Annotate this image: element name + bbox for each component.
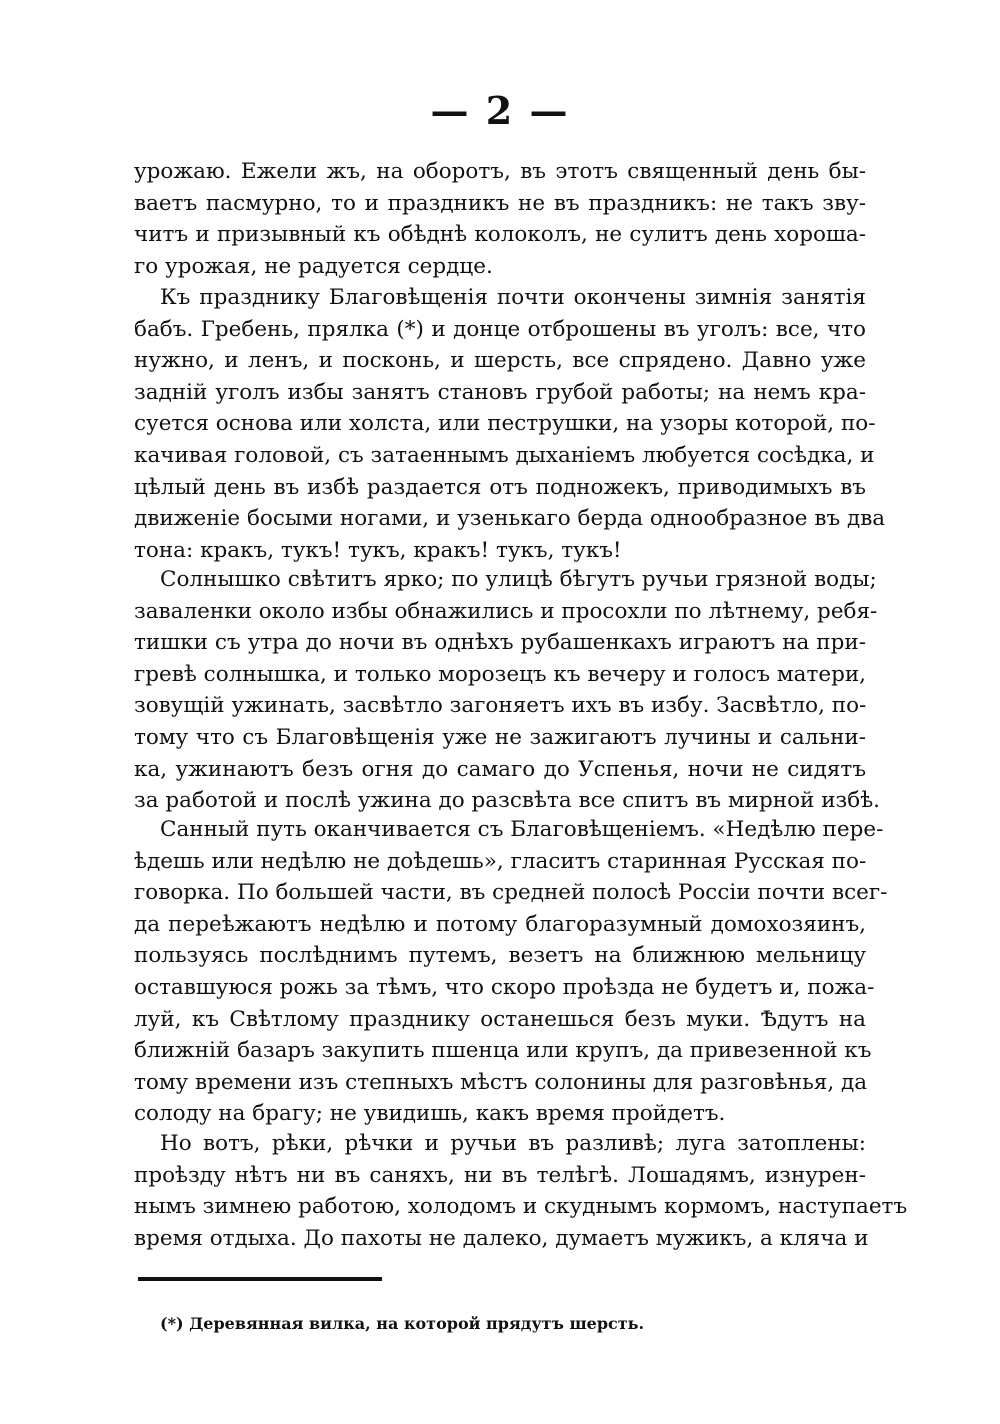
text-line: нужно, и ленъ, и посконь, и шерсть, все спрядено. Давно уже (134, 348, 866, 374)
footnote-divider (138, 1277, 382, 1281)
text-line: ка, ужинаютъ безъ огня до самаго до Успенья, ночи не сидятъ (134, 756, 866, 782)
text-line: нымъ зимнею работою, холодомъ и скуднымъ кормомъ, наступаетъ (134, 1194, 908, 1220)
paragraph-2 (134, 282, 886, 566)
text-line: задній уголъ избы занятъ становъ грубой работы; на немъ кра- (134, 379, 866, 405)
text-line: говорка. По большей части, въ средней полосѣ Россіи почти всег- (134, 880, 888, 906)
text-line: тому что съ Благовѣщенія уже не зажигаютъ лучины и сальни- (134, 724, 866, 750)
text-line: ѣдешь или недѣлю не доѣдешь», гласитъ старинная Русская по- (134, 848, 867, 874)
paragraph-3 (134, 564, 880, 817)
text-line: Къ празднику Благовѣщенія почти окончены зимнія занятія (160, 285, 866, 310)
text-line: тому времени изъ степныхъ мѣстъ солонины для разговѣнья, да (134, 1069, 868, 1095)
text-line: проѣзду нѣтъ ни въ саняхъ, ни въ телѣгѣ. Лошадямъ, изнурен- (134, 1162, 866, 1188)
text-line: пользуясь послѣднимъ путемъ, везетъ на ближнюю мельницу (134, 943, 866, 969)
paragraph-5 (134, 1128, 908, 1254)
text-line: го урожая, не радуется сердце. (134, 253, 493, 279)
paragraph-1 (134, 156, 866, 282)
page-number: — 2 — (430, 88, 570, 133)
text-line: бабъ. Гребень, прялка (*) и донце отброшены въ уголъ: все, что (134, 316, 866, 342)
text-line: читъ и призывный къ обѣднѣ колоколъ, не сулитъ день хороша- (134, 222, 866, 248)
text-line: Санный путь оканчивается съ Благовѣщеніемъ. «Недѣлю пере- (160, 817, 884, 842)
text-line: за работой и послѣ ужина до разсвѣта все спитъ въ мирной избѣ. (134, 788, 880, 814)
text-line: суется основа или холста, или пеструшки, на узоры которой, по- (134, 411, 876, 437)
text-line: качивая головой, съ затаеннымъ дыханіемъ любуется сосѣдка, и (134, 442, 875, 468)
text-line: зовущій ужинать, засвѣтло загоняетъ ихъ въ избу. Засвѣтло, по- (134, 693, 867, 719)
text-line: солоду на брагу; не увидишь, какъ время пройдетъ. (134, 1101, 726, 1127)
text-line: урожаю. Ежели жъ, на оборотъ, въ этотъ священный день бы- (134, 159, 866, 184)
text-line: ближній базаръ закупить пшенца или крупъ, да привезенной къ (134, 1038, 872, 1064)
text-line: Но вотъ, рѣки, рѣчки и ручьи въ разливѣ; луга затоплены: (160, 1131, 866, 1156)
text-line: движеніе босыми ногами, и узенькаго берда однообразное въ два (134, 506, 886, 532)
text-line: луй, къ Свѣтлому празднику останешься безъ муки. Ѣдутъ на (134, 1006, 866, 1032)
text-line: заваленки около избы обнажились и просохли по лѣтнему, ребя- (134, 598, 878, 624)
text-line: время отдыха. До пахоты не далеко, думаетъ мужикъ, а кляча и (134, 1225, 869, 1251)
paragraph-4 (134, 814, 888, 1130)
text-line: тишки съ утра до ночи въ однѣхъ рубашенкахъ играютъ на при- (134, 630, 866, 656)
text-line: ваетъ пасмурно, то и праздникъ не въ праздникъ: не такъ зву- (134, 190, 866, 216)
text-line: цѣлый день въ избѣ раздается отъ подножекъ, приводимыхъ въ (134, 474, 866, 500)
text-line: оставшуюся рожь за тѣмъ, что скоро проѣзда не будетъ и, пожа- (134, 974, 875, 1000)
footnote: (*) Деревянная вилка, на которой прядутъ шерсть. (160, 1314, 645, 1333)
text-line: тона: кракъ, тукъ! тукъ, кракъ! тукъ, тукъ! (134, 537, 622, 563)
text-line: Солнышко свѣтитъ ярко; по улицѣ бѣгутъ ручьи грязной воды; (160, 567, 877, 592)
text-line: да переѣжаютъ недѣлю и потому благоразумный домохозяинъ, (134, 911, 866, 937)
text-line: гревѣ солнышка, и только морозецъ къ вечеру и голосъ матери, (134, 661, 866, 687)
